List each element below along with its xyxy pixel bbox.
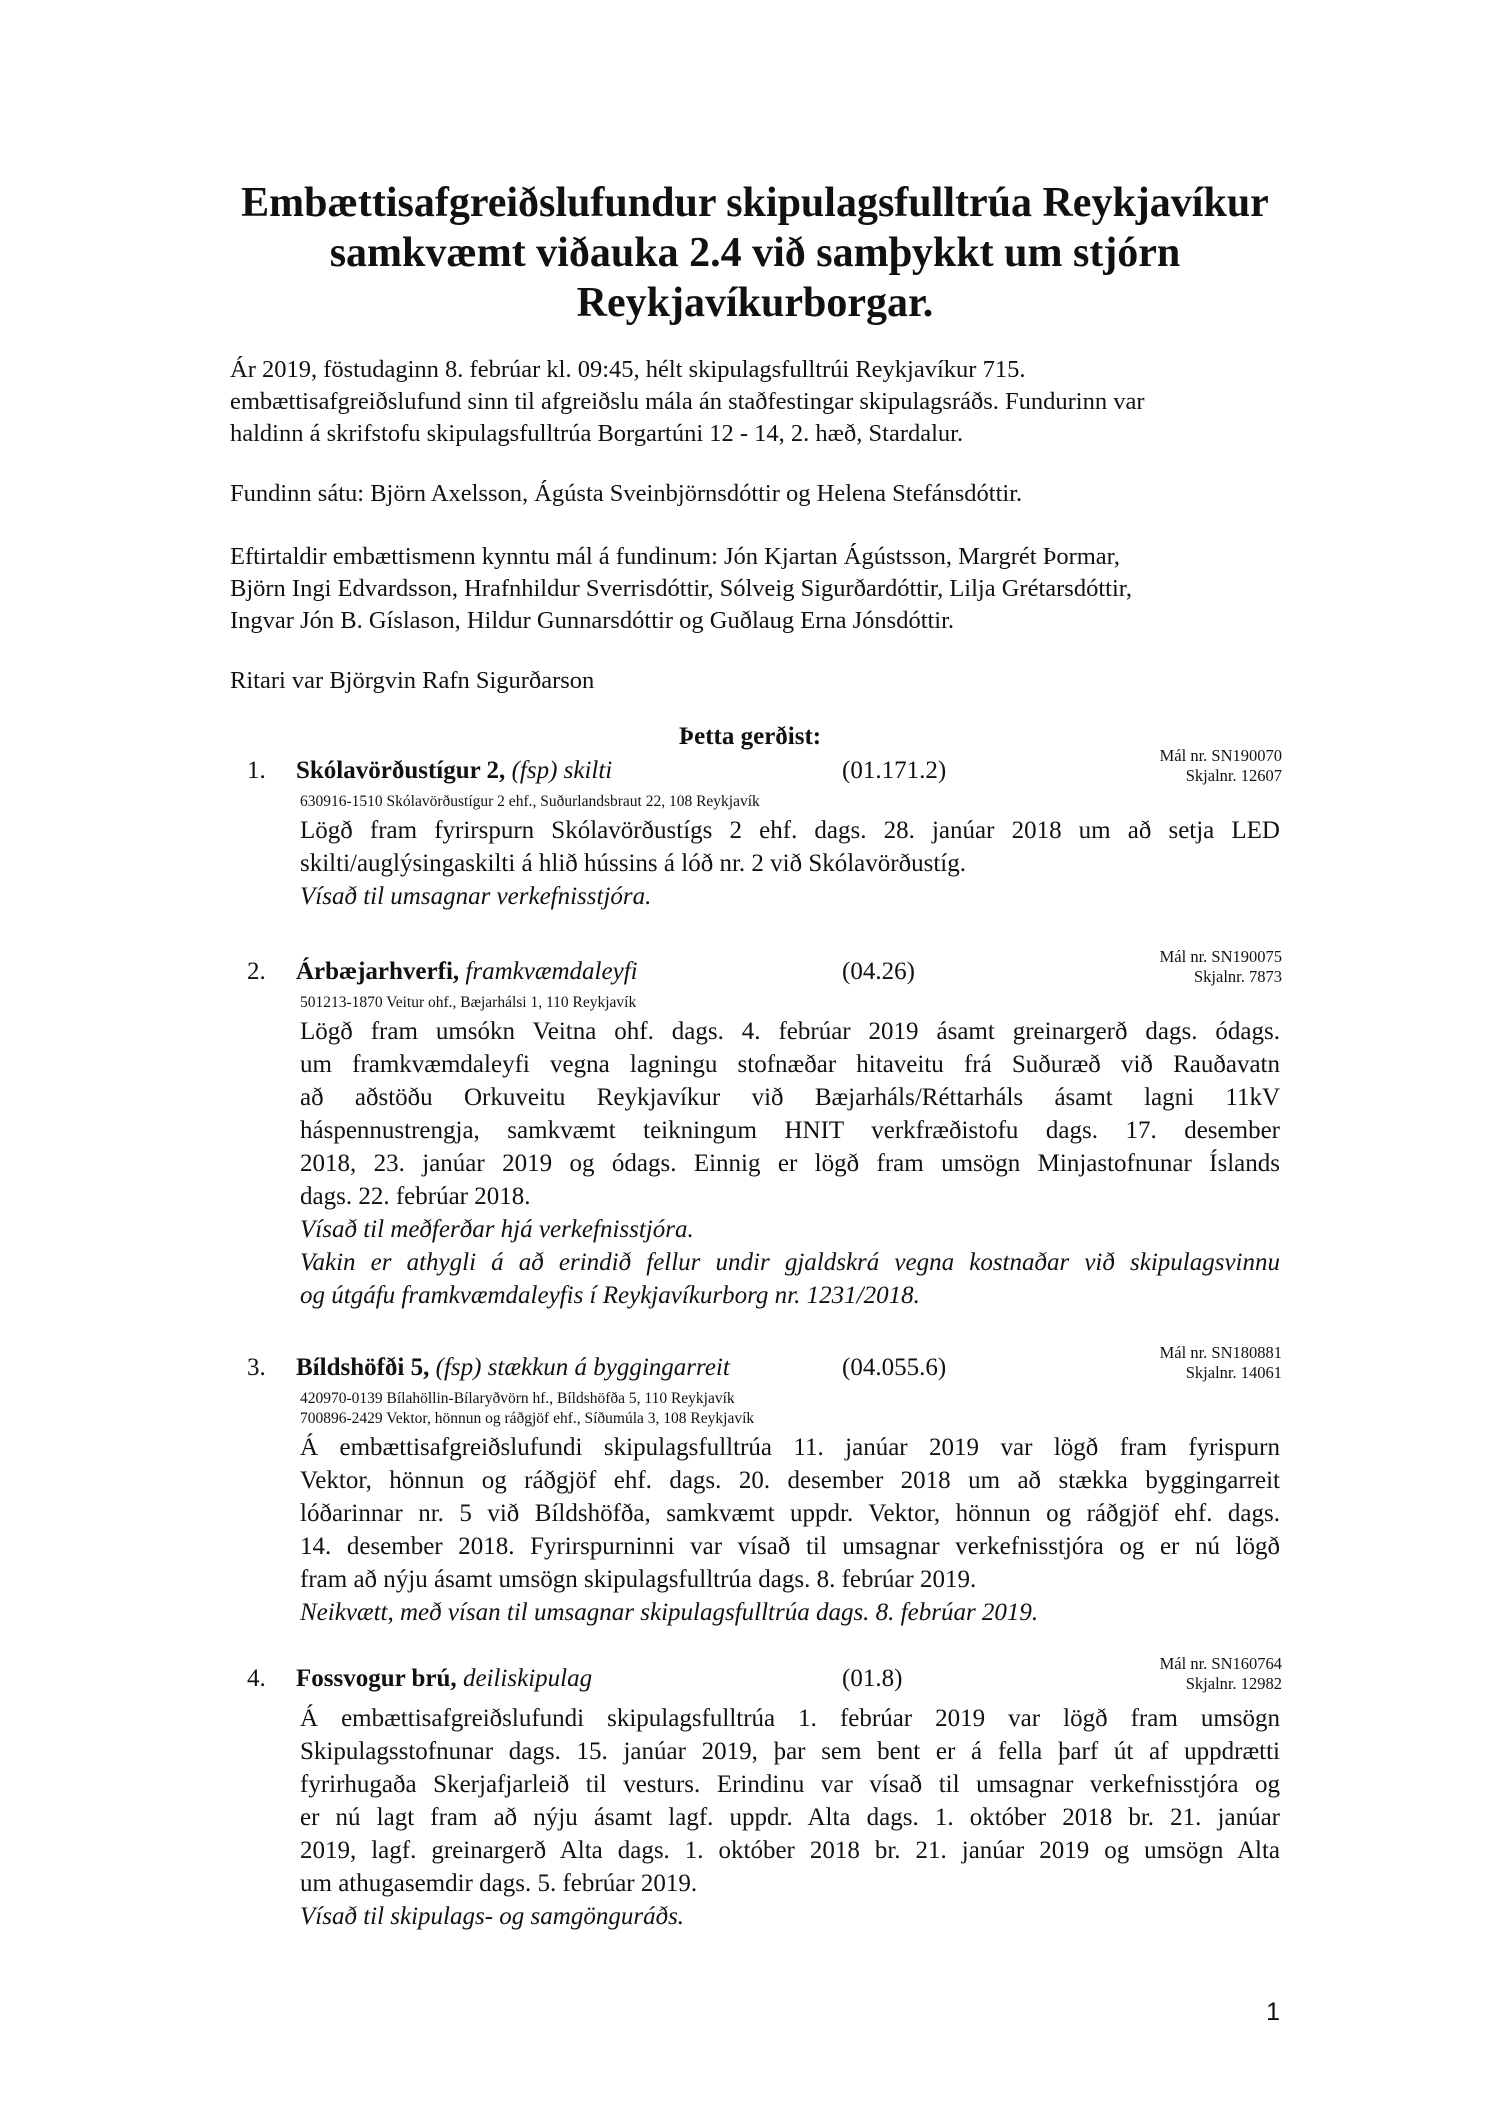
case-item <box>0 1343 1500 1629</box>
officials-line: Björn Ingi Edvardsson, Hrafnhildur Sverrisdóttir, Sólveig Sigurðardóttir, Lilja Grétarsdóttir, <box>230 575 1133 602</box>
body-line: 14. desember 2018. Fyrirspurninni var vísað til umsagnar verkefnisstjóra og er nú lögð <box>300 1533 1280 1560</box>
body-line: Skipulagsstofnunar dags. 15. janúar 2019, þar sem bent er á fella þarf út af uppdrætti <box>300 1738 1280 1765</box>
applicant: 630916-1510 Skólavörðustígur 2 ehf., Suðurlandsbraut 22, 108 Reykjavík <box>300 793 760 810</box>
title-line: samkvæmt viðauka 2.4 við samþykkt um stjórn <box>329 230 1181 276</box>
case-number: 4. <box>247 1665 266 1692</box>
body-line: er nú lagt fram að nýju ásamt lagf. uppdr. Alta dags. 1. október 2018 br. 21. janúar <box>300 1804 1280 1831</box>
case-name: Árbæjarhverfi, <box>296 958 460 985</box>
case-no: Mál nr. SN190070 <box>1159 746 1282 765</box>
case-reference <box>1160 947 1282 987</box>
case-no: Mál nr. SN160764 <box>1159 1654 1282 1673</box>
doc-no: Skjalnr. 12982 <box>1185 1674 1282 1693</box>
body-line: lóðarinnar nr. 5 við Bíldshöfða, samkvæmt uppdr. Vektor, hönnun og ráðgjöf ehf. dags. <box>300 1500 1280 1527</box>
decision-line: Vísað til umsagnar verkefnisstjóra. <box>300 883 652 910</box>
attendees-line: Fundinn sátu: Björn Axelsson, Ágústa Sveinbjörnsdóttir og Helena Stefánsdóttir. <box>230 480 1023 507</box>
case-title <box>296 1662 592 1696</box>
case-applicants <box>300 1389 1500 1429</box>
case-number: 3. <box>247 1354 266 1381</box>
officials-line: Ingvar Jón B. Gíslason, Hildur Gunnarsdóttir og Guðlaug Erna Jónsdóttir. <box>230 607 955 634</box>
case-name: Skólavörðustígur 2, <box>296 757 506 784</box>
case-applicants <box>300 993 1500 1013</box>
doc-no: Skjalnr. 14061 <box>1185 1363 1282 1382</box>
case-number: 1. <box>247 757 266 784</box>
title-line: Embættisafgreiðslufundur skipulagsfulltrúa Reykjavíkur <box>241 180 1269 226</box>
body-line: 2019, lagf. greinargerð Alta dags. 1. október 2018 br. 21. janúar 2019 og umsögn Alta <box>300 1837 1280 1864</box>
body-line: fram að nýju ásamt umsögn skipulagsfulltrúa dags. 8. febrúar 2019. <box>300 1566 977 1593</box>
case-code: (01.8) <box>842 1665 903 1692</box>
case-header <box>0 1654 1500 1696</box>
body-line: fyrirhugaða Skerjafjarleið til vesturs. Erindinu var vísað til umsagnar verkefnisstjóra og <box>300 1771 1280 1798</box>
body-line: að aðstöðu Orkuveitu Reykjavíkur við Bæjarháls/Réttarháls ásamt lagni 11kV <box>300 1084 1280 1111</box>
case-reference <box>1160 1654 1282 1694</box>
page-number: 1 <box>1266 1998 1280 2026</box>
case-title <box>296 1351 730 1385</box>
decision-line: og útgáfu framkvæmdaleyfis í Reykjavíkurborg nr. 1231/2018. <box>300 1282 920 1309</box>
case-type: framkvæmdaleyfi <box>465 958 638 985</box>
attendees-paragraph <box>230 478 1310 510</box>
case-code: (04.26) <box>842 958 915 985</box>
intro-line: embættisafgreiðslufund sinn til afgreiðslu mála án staðfestingar skipulagsráðs. Fundurinn var <box>230 388 1145 415</box>
doc-no: Skjalnr. 7873 <box>1193 967 1282 986</box>
decision-line: Vísað til meðferðar hjá verkefnisstjóra. <box>300 1216 694 1243</box>
applicant: 420970-0139 Bílahöllin-Bílaryðvörn hf., Bíldshöfða 5, 110 Reykjavík <box>300 1390 735 1407</box>
officials-paragraph <box>230 541 1310 637</box>
body-line: háspennustrengja, samkvæmt teikningum HNIT verkfræðistofu dags. 17. desember <box>300 1117 1280 1144</box>
officials-line: Eftirtaldir embættismenn kynntu mál á fundinum: Jón Kjartan Ágústsson, Margrét Þormar, <box>230 543 1120 570</box>
intro-line: Ár 2019, föstudaginn 8. febrúar kl. 09:45, hélt skipulagsfulltrúi Reykjavíkur 715. <box>230 356 1026 383</box>
case-type: (fsp) skilti <box>511 757 613 784</box>
case-body <box>300 1702 1280 1933</box>
case-item <box>0 1654 1500 1933</box>
intro-paragraph <box>230 354 1310 450</box>
intro-line: haldinn á skrifstofu skipulagsfulltrúa Borgartúni 12 - 14, 2. hæð, Stardalur. <box>230 420 964 447</box>
case-body <box>300 1015 1280 1312</box>
decision-line: Vakin er athygli á að erindið fellur undir gjaldskrá vegna kostnaðar við skipulagsvinnu <box>300 1249 1280 1276</box>
body-line: Á embættisafgreiðslufundi skipulagsfulltrúa 1. febrúar 2019 var lögð fram umsögn <box>300 1705 1280 1732</box>
case-type: (fsp) stækkun á byggingarreit <box>435 1354 730 1381</box>
case-title <box>296 754 612 788</box>
case-header <box>0 746 1500 788</box>
applicant: 700896-2429 Vektor, hönnun og ráðgjöf ehf., Síðumúla 3, 108 Reykjavík <box>300 1410 755 1427</box>
body-line: Á embættisafgreiðslufundi skipulagsfulltrúa 11. janúar 2019 var lögð fram fyrispurn <box>300 1434 1280 1461</box>
case-no: Mál nr. SN180881 <box>1159 1343 1282 1362</box>
case-type: deiliskipulag <box>462 1665 593 1692</box>
body-line: skilti/auglýsingaskilti á hlið hússins á lóð nr. 2 við Skólavörðustíg. <box>300 850 966 877</box>
case-reference <box>1160 746 1282 786</box>
applicant: 501213-1870 Veitur ohf., Bæjarhálsi 1, 110 Reykjavík <box>300 994 637 1011</box>
case-applicants <box>300 792 1500 812</box>
decision-line: Vísað til skipulags- og samgönguráðs. <box>300 1903 685 1930</box>
decision-line: Neikvætt, með vísan til umsagnar skipulagsfulltrúa dags. 8. febrúar 2019. <box>300 1599 1039 1626</box>
secretary-paragraph <box>230 665 1310 697</box>
body-line: Lögð fram fyrirspurn Skólavörðustígs 2 ehf. dags. 28. janúar 2018 um að setja LED <box>300 817 1280 844</box>
section-heading: Þetta gerðist: <box>678 723 822 750</box>
case-body <box>300 814 1280 913</box>
case-reference <box>1160 1343 1282 1383</box>
body-line: um framkvæmdaleyfi vegna lagningu stofnæðar hitaveitu frá Suðuræð við Rauðavatn <box>300 1051 1280 1078</box>
document-title <box>180 178 1330 328</box>
case-item <box>0 947 1500 1312</box>
case-name: Bíldshöfði 5, <box>296 1354 430 1381</box>
body-line: 2018, 23. janúar 2019 og ódags. Einnig er lögð fram umsögn Minjastofnunar Íslands <box>300 1150 1280 1177</box>
case-code: (04.055.6) <box>842 1354 947 1381</box>
body-line: Lögð fram umsókn Veitna ohf. dags. 4. febrúar 2019 ásamt greinargerð dags. ódags. <box>300 1018 1280 1045</box>
case-code: (01.171.2) <box>842 757 947 784</box>
title-line: Reykjavíkurborgar. <box>576 280 934 326</box>
case-body <box>300 1431 1280 1629</box>
body-line: um athugasemdir dags. 5. febrúar 2019. <box>300 1870 698 1897</box>
doc-no: Skjalnr. 12607 <box>1185 766 1282 785</box>
case-header <box>0 1343 1500 1385</box>
body-line: Vektor, hönnun og ráðgjöf ehf. dags. 20. desember 2018 um að stækka byggingarreit <box>300 1467 1280 1494</box>
case-header <box>0 947 1500 989</box>
body-line: dags. 22. febrúar 2018. <box>300 1183 531 1210</box>
case-item <box>0 746 1500 913</box>
case-name: Fossvogur brú, <box>296 1665 457 1692</box>
secretary-line: Ritari var Björgvin Rafn Sigurðarson <box>230 667 595 694</box>
case-title <box>296 955 638 989</box>
case-no: Mál nr. SN190075 <box>1159 947 1282 966</box>
case-number: 2. <box>247 958 266 985</box>
